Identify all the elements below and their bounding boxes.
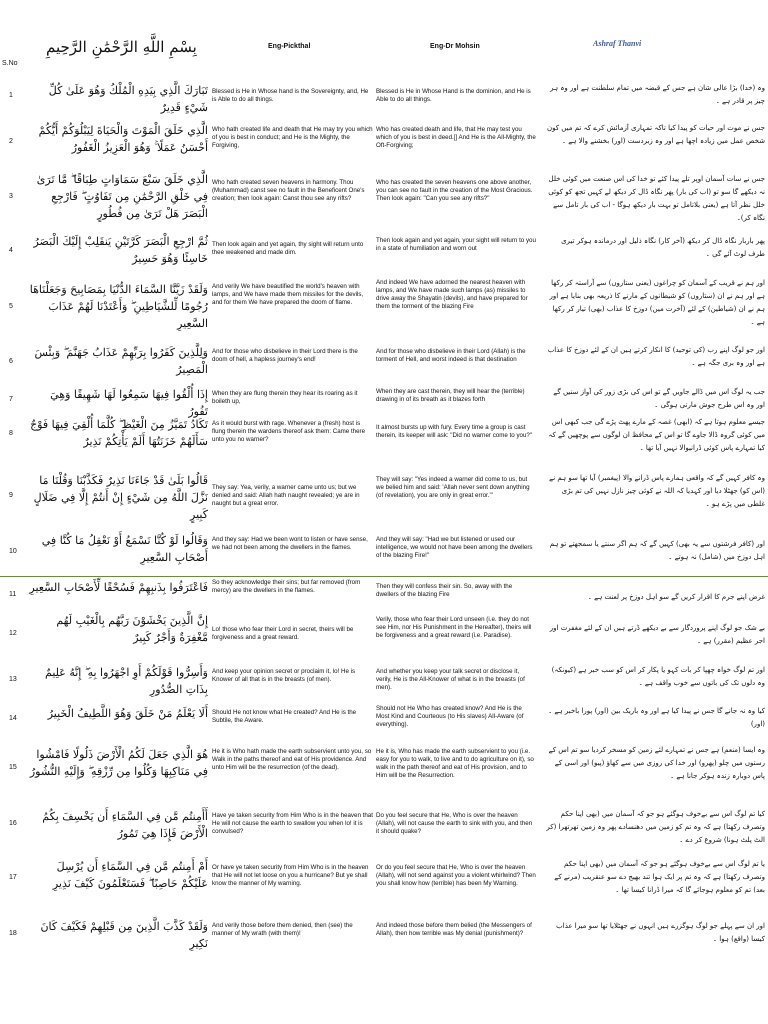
table-row — [0, 231, 768, 271]
table-row — [0, 472, 768, 524]
pickthal-translation: And for those who disbelieve in their Lord there is the doom of hell, a hapless journey's end! — [212, 348, 358, 363]
pickthal-translation: He it is Who hath made the earth subservient unto you, so Walk in the paths thereof and eat of His providence. And unto Him will be the resurrection (of the dead). — [212, 748, 372, 771]
pickthal-translation: When they are flung therein they hear its roaring as it boileth up, — [212, 390, 358, 405]
row-number: 16 — [9, 820, 17, 827]
mohsin-translation: It almost bursts up with fury. Every time a group is cast therein, its keeper will ask: "Did no warner come to you?" — [376, 424, 533, 439]
mohsin-translation: Verily, those who fear their Lord unseen (i.e. they do not see Him, nor His Punishment in the Hereafter), theirs will be forgiveness and a great reward (i.e. Paradise). — [376, 616, 532, 639]
arabic-verse: وَلِلَّذِينَ كَفَرُوا بِرَبِّهِمْ عَذَابُ جَهَنَّمَ ۖ وَبِئْسَ الْمَصِيرُ — [34, 346, 208, 376]
mohsin-translation: And they will say: "Had we but listened or used our intelligence, we would not have been among the dwellers of the blazing Fire!" — [376, 536, 533, 559]
pickthal-translation: Should He not know what He created? And He is the Subtile, the Aware. — [212, 709, 357, 724]
table-row — [0, 705, 768, 739]
table-row — [0, 918, 768, 954]
pickthal-translation: Have ye taken security from Him Who is in the heaven that He will not cause the earth to swallow you when lo! it is convulsed? — [212, 812, 373, 835]
pickthal-translation: Or have ye taken security from Him Who is in the heaven that He will not let loose on you a hurricane? But ye shall know the manner of My warning. — [212, 864, 369, 887]
pickthal-translation: Who hath created life and death that He may try you which of you is best in conduct; and He is the Mighty, the Forgiving, — [212, 126, 373, 149]
urdu-translation: وہ کافر کہیں گے کہ واقعی ہمارے پاس ڈرانے والا (پیغمبر) آیا تھا سو ہم نے (اس کو) جھٹلا دیا اور کہدیا کہ اللہ نے کوئی چیز نازل نہیں کی تم بڑی غلطی میں پڑے ہو ۔ — [549, 474, 765, 508]
mohsin-translation: Do you feel secure that He, Who is over the heaven (Allah), will not cause the earth to sink with you, and then it should quake? — [376, 812, 533, 835]
table-row — [0, 858, 768, 906]
table-row — [0, 279, 768, 337]
sno-header: S.No — [2, 60, 18, 67]
pickthal-translation: Who hath created seven heavens in harmony. Thou (Muhammad) canst see no fault in the Beneficent One's creation; then look again: Canst thou see any rifts? — [212, 179, 365, 202]
pickthal-translation: So they acknowledge their sins; but far removed (from mercy) are the dwellers in the flames. — [212, 579, 361, 594]
row-number: 13 — [9, 676, 17, 683]
mohsin-header: Eng-Dr Mohsin — [430, 43, 480, 50]
mohsin-translation: And for those who disbelieve in their Lord (Allah) is the torment of Hell, and worst indeed is that destination — [376, 348, 526, 363]
mohsin-translation: Who has created the seven heavens one above another, you can see no fault in the creation of the Most Gracious. Then look again: "Can you see any rifts?" — [376, 179, 533, 202]
row-number: 7 — [9, 396, 13, 403]
pickthal-translation: Then look again and yet again, thy sight will return unto thee weakened and made dim. — [212, 241, 364, 256]
pickthal-translation: And verily We have beautified the world's heaven with lamps, and We have made them missiles for the devils, and for them We have prepared the doom of flame. — [212, 283, 364, 306]
arabic-verse: إِذَا أُلْقُوا فِيهَا سَمِعُوا لَهَا شَهِيقًا وَهِيَ تَفُورُ — [50, 388, 208, 418]
pickthal-translation: And they say: Had we been wont to listen or have sense, we had not been among the dwellers in the flames. — [212, 536, 368, 551]
arabic-verse: الَّذِي خَلَقَ الْمَوْتَ وَالْحَيَاةَ لِيَبْلُوَكُمْ أَيُّكُمْ أَحْسَنُ عَمَلًا ۚ وَهُوَ الْعَزِيزُ الْغَفُورُ — [38, 124, 208, 154]
bismillah-header: بِسْمِ اللَّهِ الرَّحْمَٰنِ الرَّحِيمِ — [46, 38, 197, 56]
urdu-translation: اور (کافر فرشتوں سے یہ بھی) کہیں گے کہ ہم اگر سنتے یا سمجھتے تو ہم اہل دوزخ میں (شامل) نہ ہوتے ۔ — [549, 540, 765, 561]
arabic-verse: تَبَارَكَ الَّذِي بِيَدِهِ الْمُلْكُ وَهُوَ عَلَىٰ كُلِّ شَيْءٍ قَدِيرٌ — [48, 84, 208, 114]
mohsin-translation: When they are cast therein, they will hear the (terrible) drawing in of its breath as it blazes forth — [376, 388, 525, 403]
pickthal-translation: They say: Yea, verily, a warner came unto us; but we denied and said: Allah hath naught revealed; ye are in naught but a great error. — [212, 484, 360, 507]
table-row — [0, 416, 768, 460]
row-number: 15 — [9, 764, 17, 771]
arabic-verse: وَلَقَدْ كَذَّبَ الَّذِينَ مِن قَبْلِهِمْ فَكَيْفَ كَانَ نَكِيرِ — [40, 920, 208, 950]
row-number: 5 — [9, 303, 13, 310]
arabic-verse: ثُمَّ ارْجِعِ الْبَصَرَ كَرَّتَيْنِ يَنقَلِبْ إِلَيْكَ الْبَصَرُ خَاسِئًا وَهُوَ حَسِيرٌ — [33, 235, 208, 265]
urdu-translation: کیا وہ نہ جانے گا جس نے پیدا کیا ہے اور وہ باریک بین (اور) پورا باخبر ہے ۔ (اور) — [548, 707, 765, 728]
urdu-translation: جیسے معلوم ہوتا ہے کہ (ابھی) غصہ کے مارے پھٹ پڑے گی جب کبھی اس میں کوئی گروہ ڈالا جاوے گا تو اس کے محافظ ان لوگوں سے پوچھیں گے کہ کیا تمہارے پاس کوئی ڈرانیوالا نہیں آیا تھا ۔ — [548, 418, 765, 452]
row-number: 6 — [9, 358, 13, 365]
table-row — [0, 742, 768, 798]
mohsin-translation: Then they will confess their sin. So, away with the dwellers of the blazing Fire — [376, 583, 513, 598]
pickthal-translation: Lo! those who fear their Lord in secret, theirs will be forgiveness and a great reward. — [212, 626, 354, 641]
thanvi-header: Ashraf Thanvi — [593, 39, 642, 48]
arabic-verse: أَلَا يَعْلَمُ مَنْ خَلَقَ وَهُوَ اللَّطِيفُ الْخَبِيرُ — [47, 707, 208, 720]
row-number: 14 — [9, 715, 17, 722]
urdu-translation: اور جو لوگ اپنے رب (کی توحید) کا انکار کرتے ہیں ان کے لئے دوزخ کا عذاب ہے اور وہ بری جگہ ہے ۔ — [547, 346, 765, 367]
table-row — [0, 82, 768, 122]
table-row — [0, 806, 768, 848]
urdu-translation: غرض اپنے جرم کا اقرار کریں گے سو اہل دوزخ پر لعنت ہے ۔ — [587, 593, 765, 601]
row-number: 10 — [9, 548, 17, 555]
urdu-translation: اور ہم نے قریب کے آسمان کو چراغوں (یعنی ستاروں) سے آراستہ کر رکھا ہے اور ہم نے ان (ستاروں) کو شیطانوں کے مارنے کا ذریعہ بھی بنایا ہے اور ہم نے ان (شیاطین) کے لئے (آخرت میں) دوزخ کا عذاب (بھی) تیار کر رکھا ہے ۔ — [549, 279, 765, 326]
row-number: 1 — [9, 92, 13, 99]
row-number: 17 — [9, 874, 17, 881]
arabic-verse: قَالُوا بَلَىٰ قَدْ جَاءَنَا نَذِيرٌ فَكَذَّبْنَا وَقُلْنَا مَا نَزَّلَ اللَّهُ مِن شَيْءٍ إِنْ أَنتُمْ إِلَّا فِي ضَلَالٍ كَبِيرٍ — [33, 474, 208, 521]
mohsin-translation: Or do you feel secure that He, Who is over the heaven (Allah), will not send against you a violent whirlwind? Then you shall know how (terrible) has been My Warning. — [376, 864, 536, 887]
arabic-verse: وَأَسِرُّوا قَوْلَكُمْ أَوِ اجْهَرُوا بِهِ ۖ إِنَّهُ عَلِيمٌ بِذَاتِ الصُّدُورِ — [45, 666, 208, 696]
arabic-verse: أَأَمِنتُم مَّن فِي السَّمَاءِ أَن يَخْسِفَ بِكُمُ الْأَرْضَ فَإِذَا هِيَ تَمُورُ — [42, 810, 208, 840]
urdu-translation: وہ ایسا (منعم) ہے جس نے تمہارے لئے زمین کو مسخر کردیا سو تم اس کے رستوں میں چلو (پھرو) اور خدا کی روزی میں سے کھاؤ (پیو) اور اسی کے پاس دوبارہ زندہ ہوکر جانا ہے ۔ — [548, 746, 765, 780]
urdu-translation: جب یہ لوگ اس میں ڈالے جاویں گے تو اس کی بڑی زور کی آواز سنیں گے اور وہ اس طرح جوش مارتی ہوگی ۔ — [553, 388, 765, 409]
table-row — [0, 384, 768, 418]
arabic-verse: الَّذِي خَلَقَ سَبْعَ سَمَاوَاتٍ طِبَاقًا ۖ مَّا تَرَىٰ فِي خَلْقِ الرَّحْمَٰنِ مِن تَفَاوُتٍ ۖ فَارْجِعِ الْبَصَرَ هَلْ تَرَىٰ مِن فُطُورٍ — [36, 173, 208, 220]
row-number: 12 — [9, 630, 17, 637]
arabic-verse: أَمْ أَمِنتُم مَّن فِي السَّمَاءِ أَن يُرْسِلَ عَلَيْكُمْ حَاصِبًا ۖ فَسَتَعْلَمُونَ كَيْفَ نَذِيرِ — [52, 860, 208, 890]
urdu-translation: یا تم لوگ اس سے بےخوف ہوگئے ہو جو کہ آسمان میں (بھی اپنا حکم وتصرف رکھتا) ہے کہ وہ تم پر ایک ہوا تند بھیج دے سو عنقریب (مرنے کے بعد) تم کو معلوم ہوجائے گا کہ میرا ڈرانا کیسا تھا ۔ — [554, 860, 765, 894]
arabic-verse: إِنَّ الَّذِينَ يَخْشَوْنَ رَبَّهُم بِالْغَيْبِ لَهُم مَّغْفِرَةٌ وَأَجْرٌ كَبِيرٌ — [56, 614, 208, 644]
row-number: 18 — [9, 930, 17, 937]
pickthal-translation: And keep your opinion secret or proclaim it, lo! He is Knower of all that is in the breasts (of men). — [212, 668, 356, 683]
arabic-verse: هُوَ الَّذِي جَعَلَ لَكُمُ الْأَرْضَ ذَلُولًا فَامْشُوا فِي مَنَاكِبِهَا وَكُلُوا مِن رِّزْقِهِ ۖ وَإِلَيْهِ النُّشُورُ — [29, 748, 208, 778]
mohsin-translation: And whether you keep your talk secret or disclose it, verily, He is the All-Knower of what is in the breasts (of men). — [376, 668, 525, 691]
pickthal-translation: And verily those before them denied, then (see) the manner of My wrath (with them)! — [212, 922, 353, 937]
mohsin-translation: And indeed We have adorned the nearest heaven with lamps, and We have made such lamps (as) missiles to drive away the Shayatin (devils), and have prepared for them the torment of the blazing Fire — [376, 279, 528, 310]
mohsin-translation: Who has created death and life, that He may test you which of you is best in deed.[] And He is the All-Mighty, the Oft-Forgiving; — [376, 126, 536, 149]
row-number: 9 — [9, 492, 13, 499]
urdu-translation: کیا تم لوگ اس سے بےخوف ہوگئے ہو جو کہ آسمان میں (بھی اپنا حکم وتصرف رکھتا) ہے کہ وہ تم کو زمین میں دھنسادے پھر وہ زمین تھرتھرا (کر الٹ پلٹ ہونا) شروع کر دے ۔ — [546, 810, 765, 844]
urdu-translation: جس نے سات آسمان اوپر تلے پیدا کئے تو خدا کی اس صنعت میں کوئی خلل نہ دیکھے گا سو تو (اب کی بار) پھر نگاہ ڈال کر دیکھ لے کہیں تجھ کو کوئی خلل نظر آتا ہے (یعنی بلاتامل تو بہت بار دیکھ ہوگا - اب کی بار تامل سے نگاہ کر)۔ — [548, 175, 765, 222]
table-header — [0, 0, 768, 78]
pickthal-translation: As it would burst with rage. Whenever a (fresh) host is flung therein the wardens thereof ask them: Came there unto you no warner? — [212, 420, 366, 443]
urdu-translation: اور ان سے پہلے جو لوگ ہوگزرے ہیں انہوں نے جھٹلایا تھا سو میرا عذاب کیسا (واقع) ہوا ۔ — [556, 922, 765, 943]
table-row — [0, 122, 768, 174]
row-number: 2 — [9, 138, 13, 145]
mohsin-translation: They will say: "Yes indeed a warner did come to us, but we belied him and said: 'Allah never sent down anything (of revelation), you are only in great error.'" — [376, 476, 530, 499]
mohsin-translation: He it is, Who has made the earth subservient to you (i.e. easy for you to walk, to live and to do agriculture on it), so walk in the path thereof and eat of His provision, and to Him will be the Resurrection. — [376, 748, 534, 779]
arabic-verse: وَقَالُوا لَوْ كُنَّا نَسْمَعُ أَوْ نَعْقِلُ مَا كُنَّا فِي أَصْحَابِ السَّعِيرِ — [41, 534, 208, 564]
arabic-verse: فَاعْتَرَفُوا بِذَنبِهِمْ فَسُحْقًا لِّأَصْحَابِ السَّعِيرِ — [29, 581, 208, 594]
mohsin-translation: Blessed is He in Whose Hand is the dominion, and He is Able to do all things. — [376, 88, 531, 103]
pickthal-translation: Blessed is He in Whose hand is the Sovereignty, and, He is Able to do all things. — [212, 88, 369, 103]
mohsin-translation: Then look again and yet again, your sight will return to you in a state of humiliation and worn out — [376, 237, 536, 252]
mohsin-translation: Should not He Who has created know? And He is the Most Kind and Courteous (to His slaves) All-Aware (of everything). — [376, 705, 524, 728]
urdu-translation: پھر باربار نگاہ ڈال کر دیکھ (آخر کار) نگاہ ذلیل اور درماندہ ہوکر تیری طرف لوٹ آئے گی ۔ — [561, 237, 765, 258]
urdu-translation: اور تم لوگ خواہ چھپا کر بات کہو یا پکار کر اس کو سب خبر ہے (کیونکہ) وہ دلوں تک کی باتوں سے خوب واقف ہے ۔ — [551, 666, 765, 687]
table-row — [0, 532, 768, 574]
row-number: 8 — [9, 430, 13, 437]
row-number: 4 — [9, 247, 13, 254]
table-row — [0, 579, 768, 609]
arabic-verse: وَلَقَدْ زَيَّنَّا السَّمَاءَ الدُّنْيَا بِمَصَابِيحَ وَجَعَلْنَاهَا رُجُومًا لِّلشَّيَاطِينِ ۖ وَأَعْتَدْنَا لَهُمْ عَذَابَ السَّعِيرِ — [29, 283, 208, 330]
pickthal-header: Eng-Pickthal — [268, 43, 311, 50]
urdu-translation: وہ (خدا) بڑا عالی شان ہے جس کے قبضہ میں تمام سلطنت ہے اور وہ ہر چیز پر قادر ہے ۔ — [550, 84, 765, 105]
row-number: 11 — [9, 591, 17, 598]
urdu-translation: جس نے موت اور حیات کو پیدا کیا تاکہ تمہاری آزمائش کرے کہ تم میں کون شخص عمل میں زیادہ اچھا ہے اور وہ زبردست (اور) بخشنے والا ہے ۔ — [546, 124, 765, 145]
table-row — [0, 612, 768, 658]
urdu-translation: بے شک جو لوگ اپنے پروردگار سے بے دیکھے ڈرتے ہیں ان کے لئے مغفرت اور اجر عظیم (مقرر) ہے ۔ — [549, 624, 765, 645]
table-row — [0, 664, 768, 704]
mohsin-translation: And indeed those before them belied (the Messengers of Allah), then how terrible was My denial (punishment)? — [376, 922, 532, 937]
section-divider — [0, 576, 768, 577]
table-row — [0, 175, 768, 227]
row-number: 3 — [9, 193, 13, 200]
table-row — [0, 344, 768, 378]
arabic-verse: تَكَادُ تَمَيَّزُ مِنَ الْغَيْظِ ۖ كُلَّمَا أُلْقِيَ فِيهَا فَوْجٌ سَأَلَهُمْ خَزَنَتُهَا أَلَمْ يَأْتِكُمْ نَذِيرٌ — [30, 418, 208, 448]
